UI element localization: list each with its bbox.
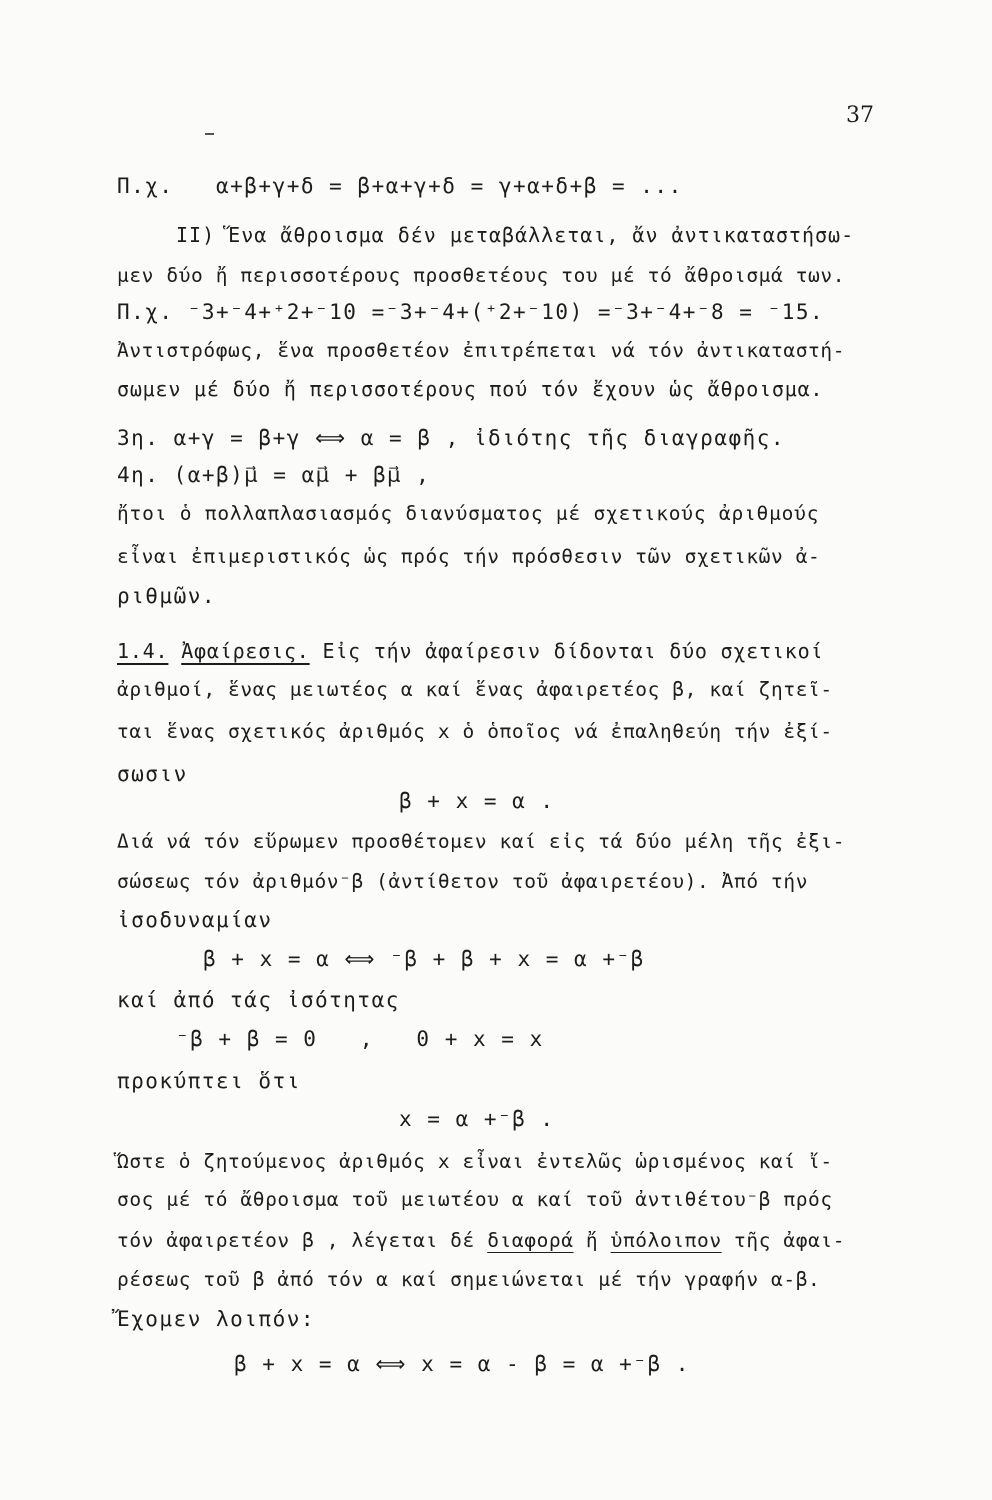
equation-line: x = α +⁻β . [399, 1107, 555, 1131]
equation-line: β + x = α ⟺ x = α - β = α +⁻β . [234, 1352, 690, 1376]
text-line: σωσιν [117, 762, 188, 786]
text-line: Ἔχομεν λοιπόν: [117, 1307, 316, 1331]
equation-line: β + x = α . [399, 789, 555, 813]
definition-line [117, 1227, 845, 1255]
text-line: εἶναι ἐπιμεριστικός ὡς πρός τήν πρόσθεσιν τῶν σχετικῶν ἀ- [117, 545, 821, 568]
text-line: Π.χ. ⁻3+⁻4+⁺2+⁻10 =⁻3+⁻4+(⁺2+⁻10) =⁻3+⁻4+⁻8 = ⁻15. [117, 300, 825, 324]
section-intro-text: Εἰς τήν ἀφαίρεσιν δίδονται δύο σχετικοί [309, 639, 824, 663]
equation-line: ⁻β + β = 0 , 0 + x = x [176, 1027, 544, 1051]
text-line: Π.χ. α+β+γ+δ = β+α+γ+δ = γ+α+δ+β = ... [117, 174, 683, 198]
term-remainder: ὑπόλοιπον [610, 1229, 722, 1252]
text-line: ἤτοι ὁ πολλαπλασιασμός διανύσματος μέ σχετικούς ἀριθμούς [117, 502, 820, 525]
text-segment: τῆς ἀφαι- [721, 1229, 846, 1252]
text-line: προκύπτει ὅτι [117, 1069, 301, 1093]
text-line: μεν δύο ἤ περισσοτέρους προσθετέους του μέ τό ἄθροισμά των. [117, 264, 846, 287]
text-line: σωμεν μέ δύο ἤ περισσοτέρους πού τόν ἔχουν ὡς ἄθροισμα. [117, 377, 824, 401]
text-line: ται ἕνας σχετικός ἀριθμός x ὁ ὁποῖος νά ἐπαληθεύη τήν ἐξί- [117, 720, 833, 743]
section-title: Ἀφαίρεσις. [181, 639, 310, 663]
text-line: ἀριθμοί, ἕνας μειωτέος α καί ἕνας ἀφαιρετέος β, καί ζητεῖ- [117, 678, 833, 701]
text-line: καί ἀπό τάς ἰσότητας [117, 988, 400, 1012]
text-line: σώσεως τόν ἀριθμόν⁻β (ἀντίθετον τοῦ ἀφαιρετέου). Ἀπό τήν [117, 870, 809, 893]
page-number: 37 [846, 103, 874, 128]
text-line: Διά νά τόν εὕρωμεν προσθέτομεν καί εἰς τά δύο μέλη τῆς ἐξι- [117, 830, 846, 853]
section-heading-line [117, 637, 823, 665]
margin-dash-mark [205, 133, 214, 135]
term-difference: διαφορά [487, 1229, 574, 1252]
text-segment: τόν ἀφαιρετέον β , λέγεται δέ [117, 1229, 488, 1252]
text-line: Ὥστε ὁ ζητούμενος ἀριθμός x εἶναι ἐντελῶς ὡρισμένος καί ἴ- [117, 1150, 833, 1173]
text-line: 4η. (α+β)μ⃗ = αμ⃗ + βμ⃗ , [117, 463, 431, 487]
section-number: 1.4. [117, 639, 169, 663]
text-line: Ἀντιστρόφως, ἕνα προσθετέον ἐπιτρέπεται νά τόν ἀντικαταστή- [117, 339, 846, 362]
text-line: ἰσοδυναμίαν [117, 908, 273, 932]
text-line: ρέσεως τοῦ β ἀπό τόν α καί σημειώνεται μέ τήν γραφήν α-β. [117, 1268, 821, 1291]
text-line: σος μέ τό ἄθροισμα τοῦ μειωτέου α καί τοῦ ἀντιθέτου⁻β πρός [117, 1188, 833, 1211]
equation-line: β + x = α ⟺ ⁻β + β + x = α +⁻β [203, 947, 645, 971]
text-line: ριθμῶν. [117, 584, 217, 608]
text-line: ΙΙ) Ἕνα ἄθροισμα δέν μεταβάλλεται, ἄν ἀντικαταστήσω- [176, 223, 855, 247]
text-segment: ἤ [573, 1229, 611, 1252]
text-line: 3η. α+γ = β+γ ⟺ α = β , ἰδιότης τῆς διαγραφῆς. [117, 426, 786, 450]
